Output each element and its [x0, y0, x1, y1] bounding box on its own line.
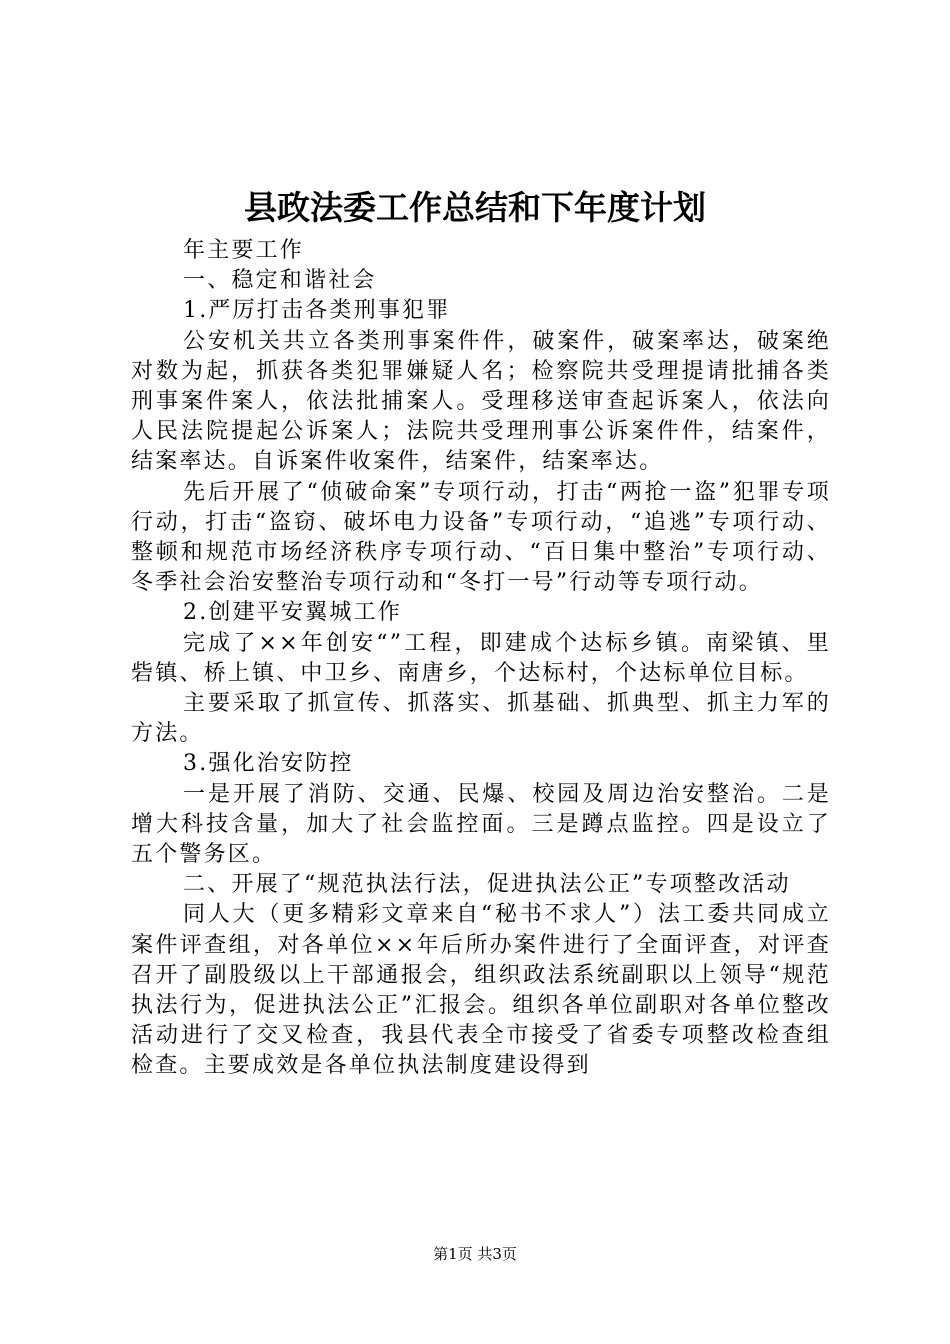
body-paragraph: 一是开展了消防、交通、民爆、校园及周边治安整治。二是增大科技含量，加大了社会监控面。三是蹲点监控。四是设立了五个警务区。	[131, 781, 831, 868]
document-body	[131, 236, 831, 1082]
page-number-footer: 第1页 共3页	[433, 1245, 517, 1263]
body-paragraph: 先后开展了“侦破命案”专项行动，打击“两抢一盗”犯罪专项行动，打击“盗窃、破坏电力设备”专项行动，“追逃”专项行动、整顿和规范市场经济秩序专项行动、“百日集中整治”专项行动、冬季社会治安整治专项行动和“冬打一号”行动等专项行动。	[131, 479, 831, 596]
body-paragraph: 主要采取了抓宣传、抓落实、抓基础、抓典型、抓主力军的方法。	[131, 691, 831, 747]
section-heading: 年主要工作	[183, 238, 305, 263]
subsection-heading: 2.创建平安翼城工作	[183, 600, 402, 626]
body-paragraph: 完成了××年创安“”工程，即建成个达标乡镇。南梁镇、里砦镇、桥上镇、中卫乡、南唐乡，个达标村，个达标单位目标。	[131, 630, 831, 686]
body-paragraph: 同人大（更多精彩文章来自“秘书不求人”）法工委共同成立案件评查组，对各单位××年后所办案件进行了全面评查，对评查召开了副股级以上干部通报会，组织政法系统副职以上领导“规范执法行为，促进执法公正”汇报会。组织各单位副职对各单位整改活动进行了交叉检查，我县代表全市接受了省委专项整改检查组检查。主要成效是各单位执法制度建设得到	[131, 902, 831, 1079]
subsection-heading: 1.严厉打击各类刑事犯罪	[183, 298, 451, 324]
section-heading: 一、稳定和谐社会	[183, 268, 377, 294]
section-heading: 二、开展了“规范执法行法，促进执法公正”专项整改活动	[183, 872, 791, 898]
document-title: 县政法委工作总结和下年度计划	[244, 188, 706, 227]
subsection-heading: 3.强化治安防控	[183, 751, 354, 777]
body-paragraph: 公安机关共立各类刑事案件件，破案件，破案率达，破案绝对数为起，抓获各类犯罪嫌疑人名；检察院共受理提请批捕各类刑事案件案人，依法批捕案人。受理移送审查起诉案人，依法向人民法院提起公诉案人；法院共受理刑事公诉案件件，结案件，结案率达。自诉案件收案件，结案件，结案率达。	[131, 328, 831, 475]
